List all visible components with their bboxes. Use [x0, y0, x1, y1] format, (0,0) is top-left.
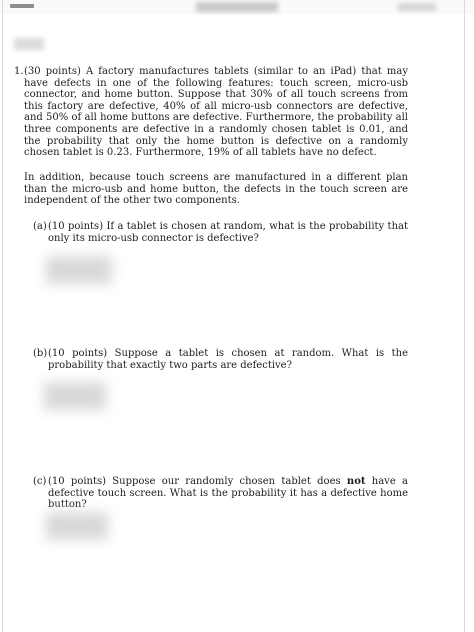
blurred-header [14, 38, 44, 50]
page-edge-left [2, 0, 3, 632]
part-c-label: (c) [33, 476, 47, 487]
part-b-text: (10 points) Suppose a tablet is chosen at random. What is the probability that exactly two parts are defective? [48, 348, 408, 371]
blurred-title [196, 2, 278, 12]
part-b-label: (b) [33, 348, 48, 359]
status-indicator [10, 4, 34, 8]
question-number: 1. [14, 66, 24, 77]
top-bar [0, 0, 474, 14]
part-c-text-after: have a defective touch screen. What is the probability it has a defective home button? [48, 476, 408, 511]
part-a-text: (10 points) If a tablet is chosen at random, what is the probability that only its micro-usb connector is defective? [48, 221, 408, 244]
part-c-emphasis: not [346, 476, 366, 487]
blurred-answer-a [46, 256, 112, 284]
question-addition: In addition, because touch screens are manufactured in a different plan than the micro-usb and home button, the defects in the touch screen are independent of the other two components. [24, 172, 408, 207]
part-c-text [48, 476, 408, 511]
blurred-action [398, 3, 436, 11]
blurred-answer-c [46, 512, 108, 540]
question-intro: (30 points) A factory manufactures tablets (similar to an iPad) that may have defects in one of the following features: touch screen, micro-usb connector, and home button. Suppose that 30% of all touch screens from this factory are defective, 40% of all micro-usb connectors are defective, and 50% of all home buttons are defective. Furthermore, the probability all three components are defective in a randomly chosen tablet is 0.01, and the probability that only the home button is defective on a randomly chosen tablet is 0.23. Furthermore, 19% of all tablets have no defect. [24, 66, 408, 159]
part-a-label: (a) [33, 221, 47, 232]
blurred-answer-b [44, 382, 106, 410]
page-edge-right [464, 0, 465, 632]
part-c-text-before: (10 points) Suppose our randomly chosen tablet does [48, 476, 347, 487]
